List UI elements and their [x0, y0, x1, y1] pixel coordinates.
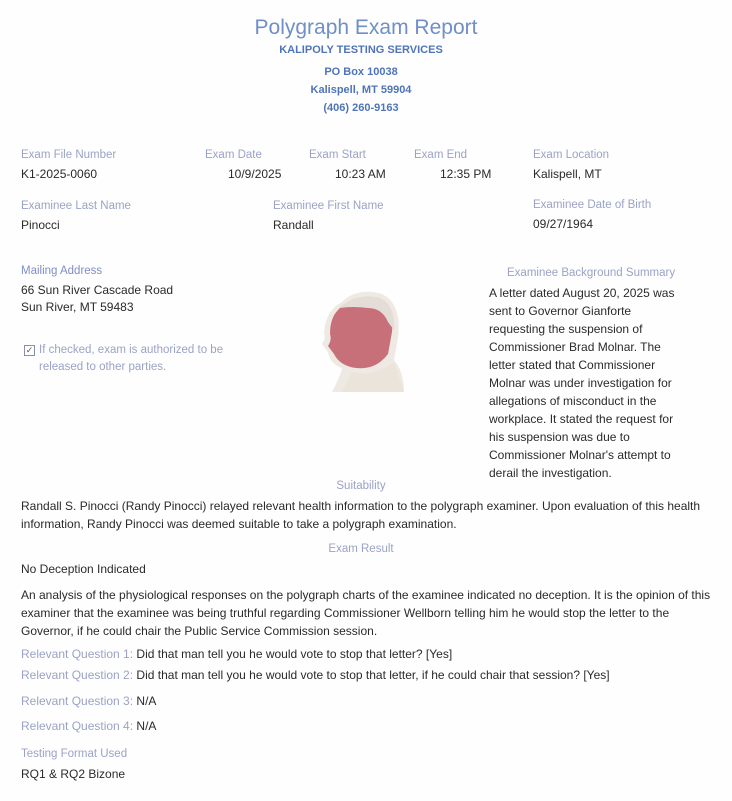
exam-date-label: Exam Date	[205, 149, 262, 161]
suitability-label: Suitability	[336, 480, 386, 492]
dob: 09/27/1964	[533, 217, 594, 231]
exam-start: 10:23 AM	[335, 167, 386, 181]
relevant-question-3: Relevant Question 3: N/A	[21, 694, 157, 708]
background-summary-label: Examinee Background Summary	[507, 267, 676, 279]
exam-date: 10/9/2025	[228, 167, 282, 181]
first-name-label: Examinee First Name	[273, 200, 384, 212]
last-name-label: Examinee Last Name	[21, 200, 131, 212]
last-name: Pinocci	[21, 218, 60, 232]
address-line1: 66 Sun River Cascade Road	[21, 283, 174, 297]
address-line2: Sun River, MT 59483	[21, 300, 134, 314]
examinee-photo	[312, 282, 404, 392]
testing-format-label: Testing Format Used	[21, 748, 128, 760]
authorization-text-1: If checked, exam is authorized to be	[39, 344, 224, 356]
relevant-question-2: Relevant Question 2: Did that man tell you he would vote to stop that letter, if he could chair that session? [Yes]	[21, 668, 610, 682]
suitability-text: Randall S. Pinocci (Randy Pinocci) relayed relevant health information to the polygraph examiner. Upon evaluation of this health information, Randy Pinocci was deemed suitable to take a polygraph examination.	[21, 499, 701, 531]
file-number-label: Exam File Number	[21, 149, 117, 161]
file-number: K1-2025-0060	[21, 167, 98, 181]
background-summary: A letter dated August 20, 2025 was sent to Governor Gianforte requesting the suspension of Commissioner Brad Molnar. The letter stated that Commissioner Molnar was under investigation for allegations of misconduct in the workplace. It stated the request for his suspension was due to Commissioner Molnar's attempt to derail the investigation.	[489, 286, 675, 480]
company-phone: (406) 260-9163	[323, 102, 399, 114]
exam-location-label: Exam Location	[533, 149, 610, 161]
exam-result: No Deception Indicated	[21, 562, 146, 576]
dob-label: Examinee Date of Birth	[533, 199, 652, 211]
mailing-address-label: Mailing Address	[21, 265, 103, 277]
exam-start-label: Exam Start	[309, 149, 366, 161]
authorization-checkbox-row	[24, 344, 223, 356]
company-city: Kalispell, MT 59904	[310, 84, 412, 96]
analysis-text: An analysis of the physiological responses on the polygraph charts of the examinee indicated no deception. It is the opinion of this examiner that the examinee was being truthful regarding Commissioner Wellborn telling him he would stop the letter to the Governor, if he could chair the Public Service Commission session.	[21, 588, 711, 638]
authorization-checkbox[interactable]: ✓	[25, 345, 34, 355]
exam-end: 12:35 PM	[440, 167, 492, 181]
relevant-question-4: Relevant Question 4: N/A	[21, 719, 157, 733]
relevant-question-1: Relevant Question 1: Did that man tell you he would vote to stop that letter? [Yes]	[21, 647, 453, 661]
authorization-text-2: released to other parties.	[39, 361, 167, 373]
po-box: PO Box 10038	[324, 66, 398, 78]
first-name: Randall	[273, 218, 314, 232]
exam-end-label: Exam End	[414, 149, 468, 161]
exam-location: Kalispell, MT	[533, 167, 602, 181]
testing-format: RQ1 & RQ2 Bizone	[21, 767, 126, 781]
exam-result-label: Exam Result	[328, 543, 394, 555]
company-name: KALIPOLY TESTING SERVICES	[279, 44, 443, 56]
report-title: Polygraph Exam Report	[254, 16, 478, 39]
